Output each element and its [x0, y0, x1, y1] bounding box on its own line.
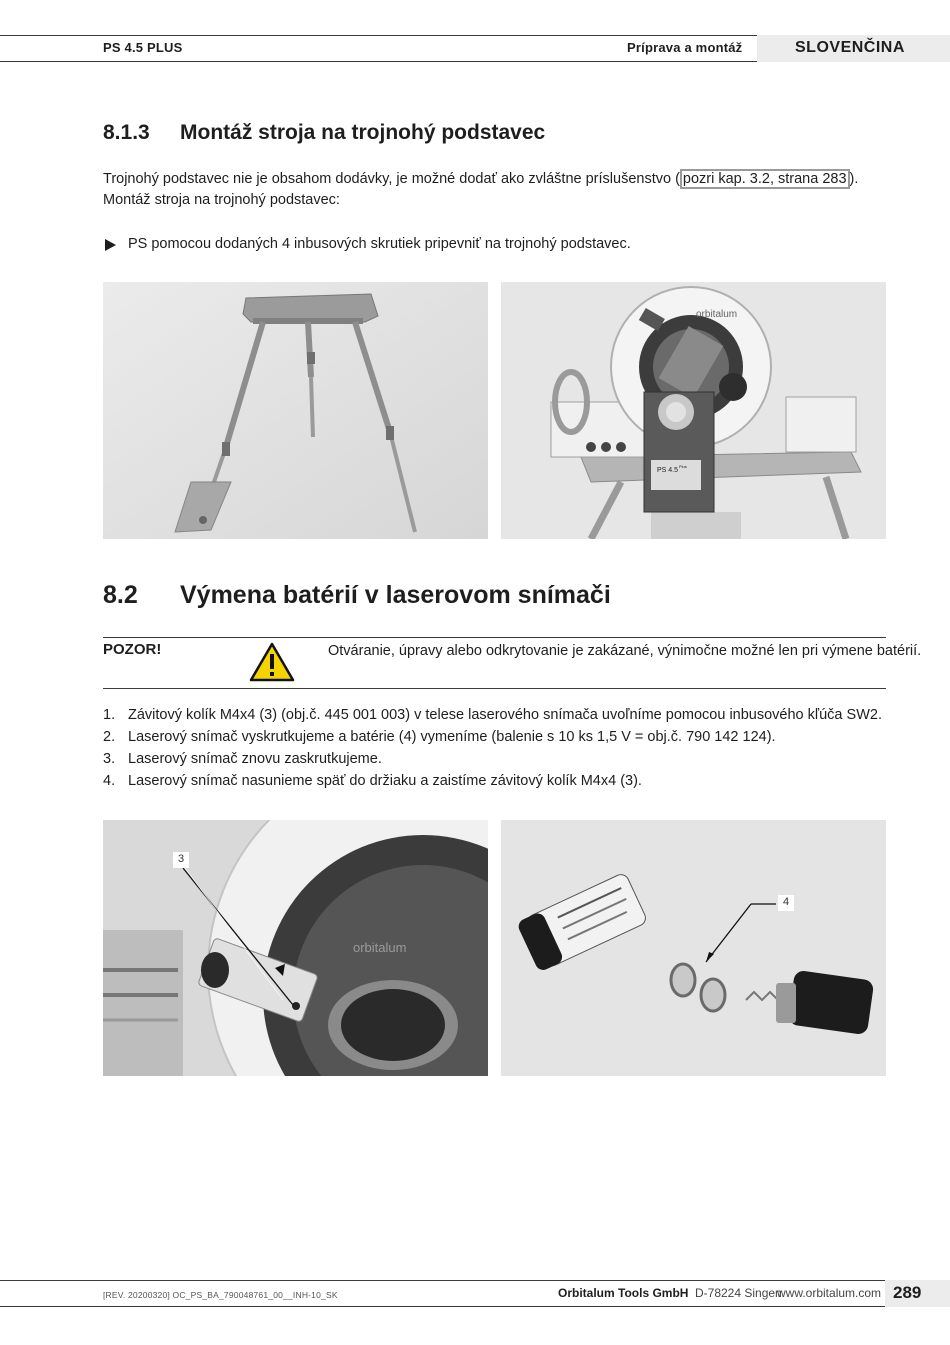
warning-text: Otváranie, úpravy alebo odkrytovanie je zakázané, výnimočne možné len pri výmene batérií. [328, 643, 922, 659]
section-813-bullet: PS pomocou dodaných 4 inbusových skrutiek pripevniť na trojnohý podstavec. [128, 236, 631, 252]
warning-bottom-rule [103, 688, 886, 689]
sensor-logo: orbitalum [353, 940, 407, 955]
machine-label: PS 4.5 [657, 467, 679, 474]
section-82-title: Výmena batérií v laserovom snímači [180, 581, 611, 609]
tripod-photo [103, 282, 488, 539]
section-813-paragraph-line2: Montáž stroja na trojnohý podstavec: [103, 192, 340, 208]
laser-sensor-photo [103, 820, 488, 1076]
section-813-paragraph-line1 [103, 169, 858, 190]
section-82-number: 8.2 [103, 581, 138, 609]
step-number: 4. [103, 773, 116, 789]
header-language: SLOVENČINA [795, 39, 905, 56]
footer-top-rule [0, 1280, 885, 1281]
footer-address: D-78224 Singen [695, 1286, 782, 1300]
step-text: Laserový snímač vyskrutkujeme a batérie (4) vymeníme (balenie s 10 ks 1,5 V = obj.č. 790 142 124). [128, 729, 776, 745]
footer-company: Orbitalum Tools GmbH [558, 1286, 689, 1300]
header-product: PS 4.5 PLUS [103, 40, 183, 55]
step-text: Závitový kolík M4x4 (3) (obj.č. 445 001 003) v telese laserového snímača uvoľníme pomocou inbusového kľúča SW2. [128, 707, 882, 723]
callout-label-3: 3 [178, 853, 185, 865]
section-813-title: Montáž stroja na trojnohý podstavec [180, 121, 546, 144]
batteries-photo [501, 820, 886, 1076]
step-number: 1. [103, 707, 116, 723]
header-top-rule [0, 35, 757, 36]
header-section: Príprava a montáž [627, 40, 743, 55]
cross-reference-link[interactable]: pozri kap. 3.2, strana 283 [680, 169, 850, 189]
callout-label-4: 4 [783, 896, 790, 908]
machine-logo: orbitalum [696, 309, 738, 320]
machine-label-sup: Plus [679, 464, 687, 469]
warning-triangle-icon [249, 642, 295, 682]
para-line1-post: ). [849, 171, 859, 187]
warning-top-rule [103, 637, 886, 638]
step-text: Laserový snímač znovu zaskrutkujeme. [128, 751, 382, 767]
step-number: 2. [103, 729, 116, 745]
section-813-number: 8.1.3 [103, 121, 150, 144]
footer-bottom-rule [0, 1306, 885, 1307]
warning-label: POZOR! [103, 641, 162, 658]
bullet-triangle-icon [105, 239, 116, 251]
para-line1-pre: Trojnohý podstavec nie je obsahom dodávky, je možné dodať ako zvláštne príslušenstvo ( [103, 171, 680, 187]
header-bottom-rule [0, 61, 757, 62]
footer-revision: [REV. 20200320] OC_PS_BA_790048761_00__INH-10_SK [103, 1290, 338, 1300]
step-number: 3. [103, 751, 116, 767]
footer-website[interactable]: www.orbitalum.com [777, 1286, 882, 1300]
machine-on-tripod-photo [501, 282, 886, 539]
step-text: Laserový snímač nasunieme späť do držiaku a zaistíme závitový kolík M4x4 (3). [128, 773, 642, 789]
page-number: 289 [893, 1283, 922, 1302]
